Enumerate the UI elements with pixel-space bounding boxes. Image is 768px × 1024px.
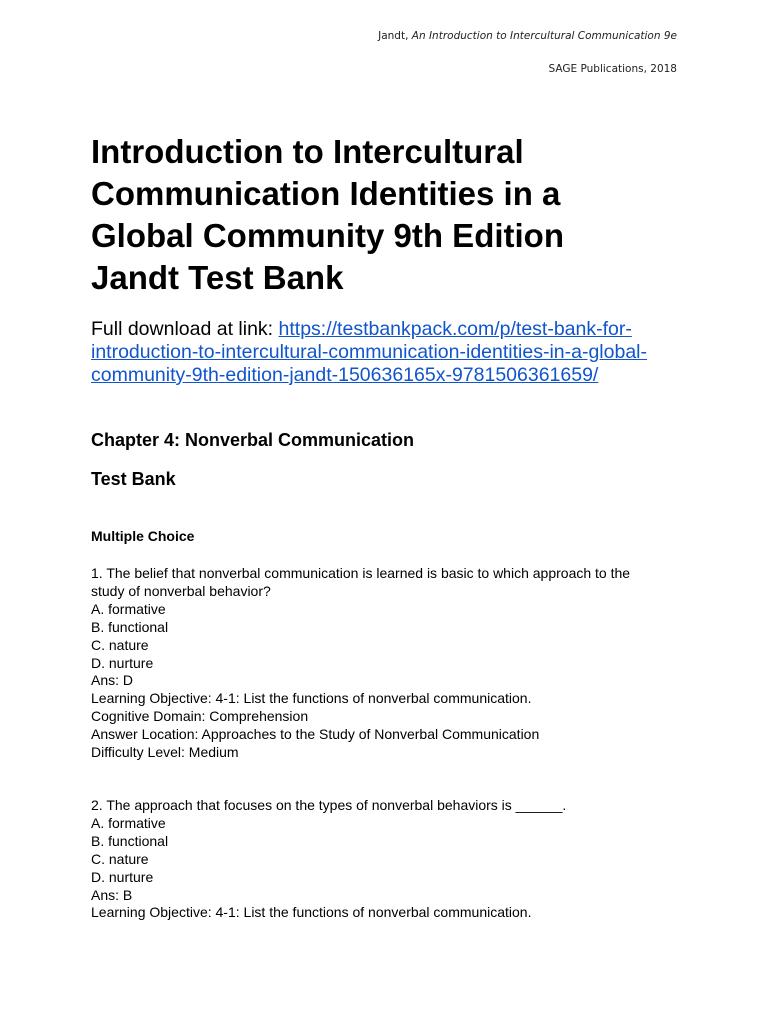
header-author: Jandt,: [378, 30, 412, 42]
test-bank-heading: Test Bank: [91, 469, 176, 489]
download-paragraph: [91, 318, 691, 387]
question-stem-line: study of nonverbal behavior?: [91, 582, 271, 599]
question-stem-line: 2. The approach that focuses on the types of nonverbal behaviors is ______.: [91, 797, 567, 813]
learning-objective: Learning Objective: 4-1: List the functions of nonverbal communication.: [91, 904, 532, 921]
difficulty-level: Difficulty Level: Medium: [91, 744, 239, 761]
answer-option: B. functional: [91, 618, 169, 635]
download-link-part-1[interactable]: https://testbankpack.com/p/test-bank-for-: [278, 318, 632, 340]
answer-key: Ans: D: [91, 672, 134, 689]
question-block: [91, 797, 691, 922]
answer-option: D. nurture: [91, 654, 154, 671]
title-line: Introduction to Intercultural: [91, 133, 524, 170]
download-link-part-3[interactable]: community-9th-edition-jandt-150636165x-9781506361659/: [91, 364, 599, 386]
learning-objective: Learning Objective: 4-1: List the functions of nonverbal communication.: [91, 690, 532, 707]
header-book-title: An Introduction to Intercultural Communication 9e: [411, 30, 677, 42]
answer-option: B. functional: [91, 832, 169, 849]
question-block: [91, 565, 691, 762]
title-line: Global Community 9th Edition: [91, 217, 564, 254]
question-stem-line: 1. The belief that nonverbal communication is learned is basic to which approach to the: [91, 565, 631, 581]
title-line: Communication Identities in a: [91, 175, 561, 212]
answer-location: Answer Location: Approaches to the Study of Nonverbal Communication: [91, 726, 540, 743]
cognitive-domain: Cognitive Domain: Comprehension: [91, 708, 309, 725]
answer-option: C. nature: [91, 636, 149, 653]
download-line-1: [91, 318, 691, 341]
download-label: Full download at link:: [91, 318, 279, 340]
section-heading: Multiple Choice: [91, 528, 195, 544]
chapter-heading: Chapter 4: Nonverbal Communication: [91, 430, 415, 450]
answer-key: Ans: B: [91, 886, 133, 903]
running-header-citation: [378, 30, 677, 42]
download-link-part-2[interactable]: introduction-to-intercultural-communication-identities-in-a-global-: [91, 341, 647, 363]
title-line: Jandt Test Bank: [91, 259, 344, 296]
download-line-2: [91, 341, 691, 364]
answer-option: C. nature: [91, 850, 149, 867]
running-header-publisher: SAGE Publications, 2018: [548, 63, 677, 75]
download-line-3: [91, 364, 691, 387]
document-title: [91, 131, 691, 299]
answer-option: A. formative: [91, 814, 166, 831]
answer-option: A. formative: [91, 600, 166, 617]
answer-option: D. nurture: [91, 868, 154, 885]
